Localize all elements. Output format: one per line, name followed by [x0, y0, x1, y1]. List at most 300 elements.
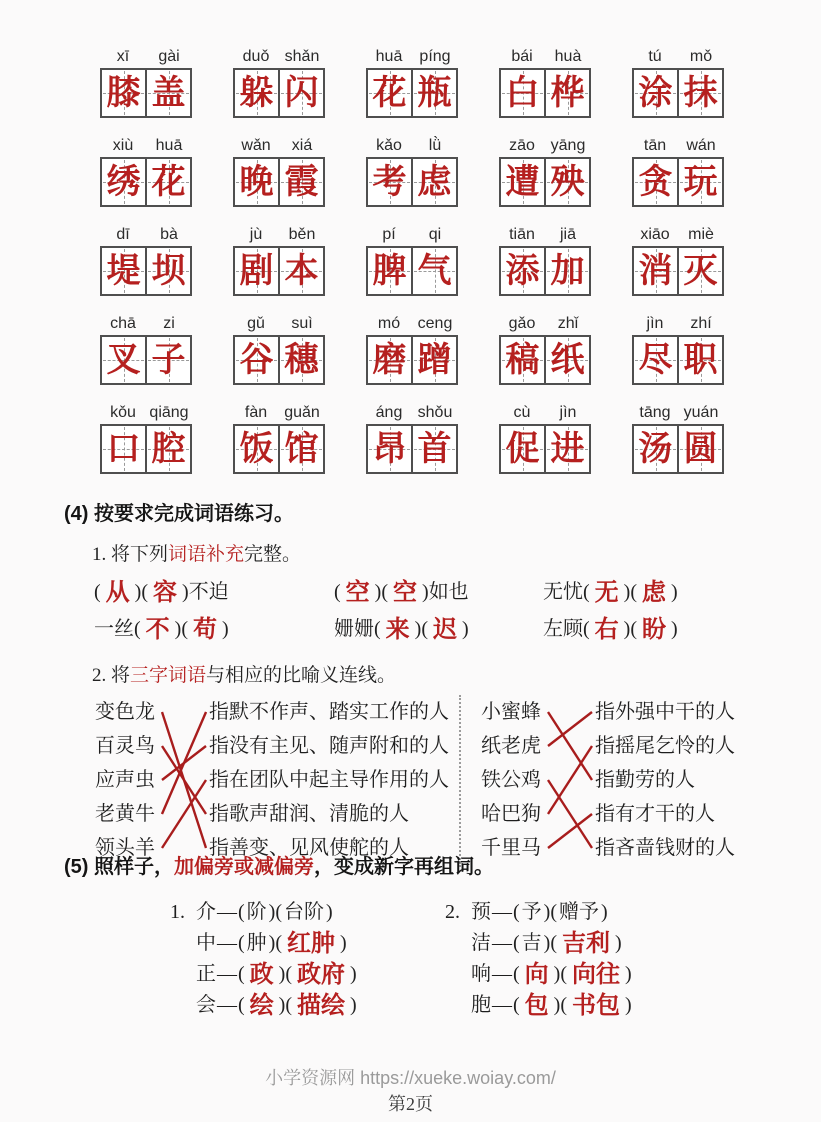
answer-char: 盼	[642, 616, 667, 643]
pinyin-label	[499, 131, 591, 155]
char-cell	[278, 426, 323, 472]
radical-transform-exercise	[170, 897, 784, 1021]
tianzige-grid	[100, 246, 192, 296]
pinyin-syllable: wǎn	[241, 137, 271, 154]
pinyin-syllable: kǎo	[376, 137, 402, 154]
tianzige-grid	[366, 424, 458, 474]
pinyin-syllable: huā	[375, 48, 403, 65]
word-row	[100, 42, 724, 118]
match-word: 哈巴狗	[481, 803, 541, 825]
given-char: 肿	[246, 932, 267, 954]
pinyin-label	[100, 398, 192, 422]
char-cell	[102, 426, 145, 472]
answer-group: ( 台阶 )	[275, 901, 333, 923]
word-row	[100, 220, 724, 296]
pinyin-syllable: guǎn	[284, 404, 320, 421]
match-word: 纸老虎	[481, 735, 541, 757]
character: 晚	[239, 163, 274, 201]
char-cell	[501, 248, 544, 294]
answer-group: ( 书包 )	[560, 992, 632, 1019]
character: 气	[417, 252, 452, 290]
pinyin-syllable: qiāng	[149, 404, 189, 421]
character: 花	[372, 74, 407, 112]
word-card	[366, 131, 458, 207]
tianzige-grid	[233, 68, 325, 118]
match-word: 铁公鸡	[481, 769, 541, 791]
word-card	[100, 131, 192, 207]
pinyin-syllable: mǒ	[689, 48, 713, 65]
given-char: 台阶	[284, 901, 325, 923]
word-card	[233, 220, 325, 296]
char-cell	[278, 337, 323, 383]
char-cell	[677, 70, 722, 116]
word-card	[366, 42, 458, 118]
pinyin-label	[499, 309, 591, 333]
pinyin-syllable: zāo	[509, 137, 535, 154]
pinyin-label	[366, 42, 458, 66]
character: 促	[505, 430, 540, 468]
word-card	[499, 398, 591, 474]
source-char: 胞	[471, 994, 491, 1016]
pinyin-label	[366, 309, 458, 333]
char-cell	[145, 159, 190, 205]
character: 口	[106, 430, 141, 468]
match-word: 百灵鸟	[95, 735, 155, 757]
char-cell	[411, 426, 456, 472]
char-cell	[235, 159, 278, 205]
answer-char: 空	[345, 579, 370, 606]
sub1-post: 完整。	[244, 544, 302, 565]
tianzige-grid	[499, 246, 591, 296]
character: 剧	[239, 252, 274, 290]
char-cell	[634, 337, 677, 383]
answer-char: 书包	[572, 992, 621, 1019]
pinyin-label	[233, 398, 325, 422]
tianzige-grid	[233, 157, 325, 207]
pinyin-syllable: xiá	[291, 137, 313, 154]
char-cell	[278, 248, 323, 294]
char-cell	[544, 248, 589, 294]
character: 纸	[550, 341, 585, 379]
pinyin-syllable: tān	[643, 137, 667, 154]
source-char: 洁	[471, 932, 491, 954]
word-card	[100, 309, 192, 385]
pinyin-syllable: gǔ	[247, 315, 265, 332]
pinyin-syllable: jiā	[559, 226, 576, 243]
match-word: 应声虫	[95, 769, 155, 791]
pinyin-syllable: ceng	[417, 315, 453, 332]
character: 腔	[151, 430, 186, 468]
character: 进	[550, 430, 585, 468]
character: 花	[151, 163, 186, 201]
pinyin-label	[233, 309, 325, 333]
match-meaning: 指歌声甜润、清脆的人	[209, 803, 409, 825]
pinyin-syllable: jìn	[559, 404, 577, 421]
pinyin-label	[632, 309, 724, 333]
character: 昂	[372, 430, 407, 468]
idiom-text: 一丝	[94, 618, 134, 640]
char-cell	[411, 159, 456, 205]
transform-line	[445, 897, 632, 928]
source-char: 正	[196, 963, 216, 985]
pinyin-syllable: jù	[249, 226, 263, 243]
word-card	[100, 398, 192, 474]
answer-char: 政	[249, 961, 274, 988]
tianzige-grid	[499, 335, 591, 385]
match-meaning: 指吝啬钱财的人	[595, 837, 735, 859]
pinyin-syllable: xiāo	[640, 226, 670, 243]
pinyin-syllable: běn	[288, 226, 316, 243]
answer-group: ( 从 )	[94, 579, 142, 606]
answer-char: 包	[524, 992, 549, 1019]
character: 圆	[683, 430, 718, 468]
char-cell	[634, 70, 677, 116]
sub1-highlight: 词语补充	[168, 544, 245, 565]
transform-line	[170, 928, 445, 959]
character: 首	[417, 430, 452, 468]
word-card	[632, 42, 724, 118]
char-cell	[278, 159, 323, 205]
char-cell	[278, 70, 323, 116]
match-word: 小蜜蜂	[481, 701, 541, 723]
answer-group: ( 迟 )	[421, 616, 469, 643]
tianzige-grid	[632, 246, 724, 296]
character: 坝	[151, 252, 186, 290]
answer-char: 描绘	[297, 992, 346, 1019]
transform-line	[170, 959, 445, 990]
char-cell	[544, 159, 589, 205]
char-cell	[634, 426, 677, 472]
tianzige-grid	[632, 157, 724, 207]
idiom-text: 左顾	[543, 618, 583, 640]
character: 穗	[284, 341, 319, 379]
character: 稿	[505, 341, 540, 379]
given-char: 予	[521, 901, 542, 923]
pinyin-syllable: wán	[686, 137, 716, 154]
section-4-sub2	[92, 660, 784, 687]
answer-group: ( 描绘 )	[285, 992, 357, 1019]
pinyin-syllable: zhí	[690, 315, 712, 332]
pinyin-syllable: tú	[648, 48, 662, 65]
character: 虑	[417, 163, 452, 201]
character: 叉	[106, 341, 141, 379]
pinyin-label	[100, 220, 192, 244]
pinyin-syllable: bà	[160, 226, 178, 243]
dash: —	[492, 901, 512, 923]
answer-char: 不	[145, 616, 170, 643]
transform-column	[170, 897, 445, 1021]
pinyin-label	[499, 42, 591, 66]
tianzige-grid	[366, 335, 458, 385]
answer-group: ( 向 )	[513, 961, 561, 988]
char-cell	[145, 337, 190, 383]
word-card	[366, 220, 458, 296]
tianzige-grid	[100, 424, 192, 474]
tianzige-grid	[233, 335, 325, 385]
character: 考	[372, 163, 407, 201]
char-cell	[102, 70, 145, 116]
pinyin-label	[233, 131, 325, 155]
char-cell	[368, 248, 411, 294]
tianzige-grid	[632, 335, 724, 385]
character: 贪	[638, 163, 673, 201]
idiom-item	[334, 612, 543, 647]
transform-line	[170, 897, 445, 928]
pinyin-syllable: xiù	[112, 137, 134, 154]
answer-char: 右	[594, 616, 619, 643]
pinyin-label	[632, 42, 724, 66]
pinyin-label	[233, 220, 325, 244]
match-meanings	[595, 695, 735, 865]
tianzige-grid	[632, 68, 724, 118]
match-word: 领头羊	[95, 837, 155, 859]
pinyin-syllable: duǒ	[242, 48, 270, 65]
character: 加	[550, 252, 585, 290]
pinyin-syllable: lǜ	[428, 137, 442, 154]
pinyin-syllable: pí	[382, 226, 396, 243]
answer-char: 向往	[572, 961, 621, 988]
sec5-pre: (5) 照样子，	[64, 856, 174, 878]
answer-char: 向	[524, 961, 549, 988]
match-meanings	[209, 695, 449, 865]
answer-char: 红肿	[287, 930, 336, 957]
answer-group: ( 容 )	[141, 579, 189, 606]
character: 堤	[106, 252, 141, 290]
dash: —	[492, 963, 512, 985]
word-card	[632, 131, 724, 207]
page-number: 第2页	[388, 1094, 433, 1114]
pinyin-syllable: píng	[419, 48, 451, 65]
transform-line	[170, 990, 445, 1021]
source-char: 介	[196, 901, 216, 923]
char-cell	[102, 159, 145, 205]
pinyin-syllable: tiān	[509, 226, 535, 243]
character: 添	[505, 252, 540, 290]
character: 消	[638, 252, 673, 290]
character: 子	[151, 341, 186, 379]
answer-group: ( 吉利 )	[550, 930, 622, 957]
answer-group: ( 吉 )	[513, 932, 551, 954]
answer-char: 绘	[249, 992, 274, 1019]
footer-site-url: 小学资源网 https://xueke.woiay.com/	[265, 1068, 556, 1088]
tianzige-grid	[499, 157, 591, 207]
tianzige-grid	[233, 424, 325, 474]
word-card	[499, 42, 591, 118]
match-words	[95, 695, 161, 865]
tianzige-grid	[632, 424, 724, 474]
idiom-item	[334, 575, 543, 610]
answer-group: ( 予 )	[513, 901, 551, 923]
pinyin-syllable: xī	[116, 48, 130, 65]
character: 尽	[638, 341, 673, 379]
char-cell	[677, 426, 722, 472]
character: 绣	[106, 163, 141, 201]
char-cell	[677, 159, 722, 205]
tianzige-grid	[233, 246, 325, 296]
tianzige-grid	[100, 335, 192, 385]
character: 殃	[550, 163, 585, 201]
char-cell	[501, 159, 544, 205]
character: 白	[505, 74, 540, 112]
pinyin-label	[632, 131, 724, 155]
word-card	[233, 131, 325, 207]
char-cell	[677, 337, 722, 383]
char-cell	[411, 70, 456, 116]
character: 职	[683, 341, 718, 379]
answer-char: 容	[153, 579, 178, 606]
char-cell	[235, 70, 278, 116]
char-cell	[411, 337, 456, 383]
char-cell	[501, 70, 544, 116]
idiom-text: 如也	[428, 581, 469, 603]
pinyin-syllable: shǒu	[417, 404, 453, 421]
character: 抹	[683, 74, 718, 112]
character: 谷	[239, 341, 274, 379]
answer-char: 无	[594, 579, 619, 606]
match-word: 千里马	[481, 837, 541, 859]
pinyin-syllable: zhǐ	[557, 315, 579, 332]
character: 涂	[638, 74, 673, 112]
match-meaning: 指勤劳的人	[595, 769, 695, 791]
word-row	[100, 398, 724, 474]
answer-char: 政府	[297, 961, 346, 988]
pinyin-syllable: áng	[375, 404, 403, 421]
pinyin-syllable: kǒu	[110, 404, 136, 421]
pinyin-label	[100, 309, 192, 333]
given-char: 赠予	[559, 901, 600, 923]
answer-char: 空	[393, 579, 418, 606]
char-cell	[145, 426, 190, 472]
character: 膝	[106, 74, 141, 112]
sub2-post: 与相应的比喻义连线。	[206, 665, 397, 686]
answer-group: ( 右 )	[583, 616, 631, 643]
match-word: 老黄牛	[95, 803, 155, 825]
answer-group: ( 盼 )	[630, 616, 678, 643]
char-cell	[411, 248, 456, 294]
match-word: 变色龙	[95, 701, 155, 723]
word-row	[100, 309, 724, 385]
char-cell	[102, 248, 145, 294]
idiom-text: 不迫	[188, 581, 229, 603]
source-char: 响	[471, 963, 491, 985]
transform-line	[445, 928, 632, 959]
character: 盖	[151, 74, 186, 112]
tianzige-grid	[366, 246, 458, 296]
pinyin-syllable: mó	[377, 315, 401, 332]
word-card	[632, 220, 724, 296]
idiom-item	[94, 612, 334, 647]
match-meaning: 指默不作声、踏实工作的人	[209, 701, 449, 723]
answer-group: ( 阶 )	[238, 901, 276, 923]
pinyin-syllable: bái	[511, 48, 533, 65]
answer-group: ( 空 )	[334, 579, 382, 606]
answer-group: ( 空 )	[381, 579, 429, 606]
vocabulary-grid	[100, 42, 724, 487]
given-char: 阶	[246, 901, 267, 923]
pinyin-syllable: cù	[513, 404, 531, 421]
idiom-text: 无忧	[543, 581, 583, 603]
answer-group: ( 苟 )	[181, 616, 229, 643]
pinyin-label	[100, 131, 192, 155]
char-cell	[235, 248, 278, 294]
character: 馆	[284, 430, 319, 468]
answer-group: ( 政 )	[238, 961, 286, 988]
char-cell	[145, 70, 190, 116]
char-cell	[368, 159, 411, 205]
char-cell	[145, 248, 190, 294]
char-cell	[102, 337, 145, 383]
match-column	[64, 695, 449, 867]
dash: —	[217, 963, 237, 985]
idiom-text: 姗姗	[334, 618, 374, 640]
char-cell	[368, 426, 411, 472]
character: 脾	[372, 252, 407, 290]
idiom-item	[543, 575, 784, 610]
char-cell	[634, 248, 677, 294]
section-5-title	[64, 850, 784, 879]
character: 本	[284, 252, 319, 290]
idiom-item	[543, 612, 784, 647]
item-number: 2.	[445, 901, 460, 923]
pinyin-syllable: miè	[688, 226, 714, 243]
pinyin-syllable: jìn	[646, 315, 664, 332]
source-char: 会	[196, 994, 216, 1016]
section-4-sub1	[92, 539, 784, 566]
character: 玩	[683, 163, 718, 201]
given-char: 吉	[521, 932, 542, 954]
pinyin-syllable: tāng	[639, 404, 671, 421]
idiom-fill-exercise	[94, 575, 784, 647]
word-row	[100, 131, 724, 207]
char-cell	[235, 337, 278, 383]
answer-char: 虑	[642, 579, 667, 606]
transform-line	[445, 990, 632, 1021]
answer-group: ( 无 )	[583, 579, 631, 606]
word-card	[499, 131, 591, 207]
idiom-item	[94, 575, 334, 610]
transform-column	[445, 897, 632, 1021]
character: 磨	[372, 341, 407, 379]
match-words	[481, 695, 547, 865]
section-4	[64, 497, 784, 867]
tianzige-grid	[499, 68, 591, 118]
pinyin-label	[366, 220, 458, 244]
char-cell	[368, 337, 411, 383]
source-char: 中	[196, 932, 216, 954]
match-meaning: 指外强中干的人	[595, 701, 735, 723]
source-char: 预	[471, 901, 491, 923]
answer-char: 吉利	[562, 930, 611, 957]
dash: —	[217, 901, 237, 923]
match-meaning: 指没有主见、随声附和的人	[209, 735, 449, 757]
section-5	[64, 850, 784, 1021]
character: 饭	[239, 430, 274, 468]
answer-group: ( 虑 )	[630, 579, 678, 606]
match-meaning: 指有才干的人	[595, 803, 715, 825]
pinyin-syllable: dī	[116, 226, 130, 243]
pinyin-syllable: huà	[554, 48, 582, 65]
pinyin-syllable: suì	[291, 315, 313, 332]
answer-char: 来	[385, 616, 410, 643]
match-meaning: 指善变、见风使舵的人	[209, 837, 409, 859]
word-card	[233, 42, 325, 118]
match-meaning: 指摇尾乞怜的人	[595, 735, 735, 757]
word-card	[233, 398, 325, 474]
pinyin-syllable: fàn	[244, 404, 268, 421]
tianzige-grid	[100, 68, 192, 118]
match-column	[461, 695, 735, 867]
sec5-highlight: 加偏旁或减偏旁	[174, 856, 314, 878]
